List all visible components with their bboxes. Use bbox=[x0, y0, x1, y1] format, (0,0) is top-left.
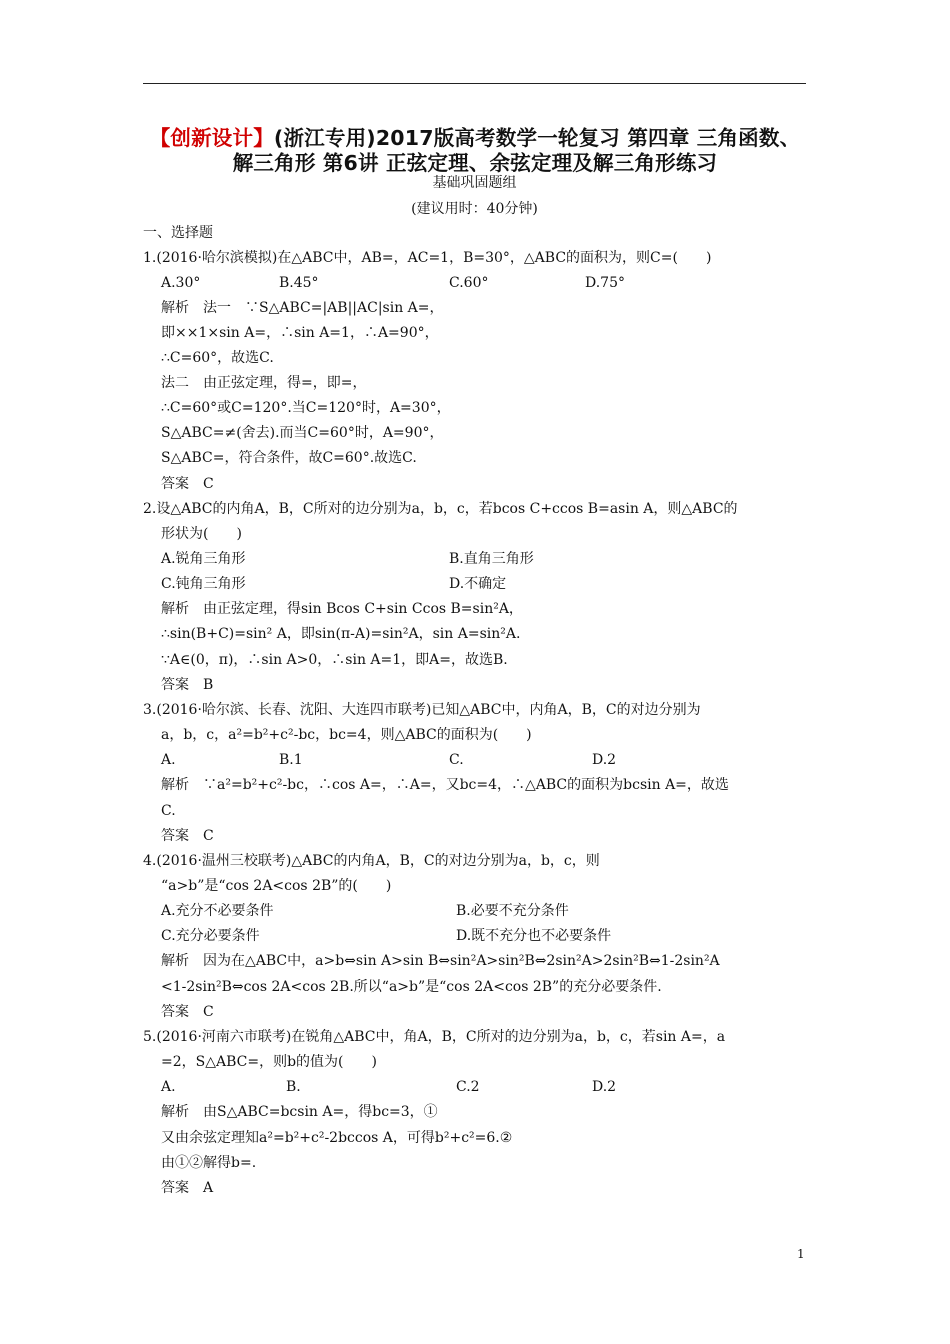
q2-option-d: D.不确定 bbox=[449, 576, 507, 592]
q4-option-b: B.必要不充分条件 bbox=[456, 903, 569, 919]
q1-option-b: B.45° bbox=[279, 275, 319, 291]
section-heading: 一、选择题 bbox=[143, 225, 213, 241]
q4-stem: 4.(2016·温州三校联考)△ABC的内角A，B，C的对边分别为a，b，c，则 bbox=[143, 853, 600, 869]
q1-option-c: C.60° bbox=[449, 275, 489, 291]
q3-stem-cont: a，b，c，a²=b²+c²-bc，bc=4，则△ABC的面积为( ) bbox=[161, 727, 532, 743]
q4-option-c: C.充分必要条件 bbox=[161, 928, 260, 944]
q1-solution-line: 解析 法一 ∵S△ABC=|AB||AC|sin A=， bbox=[161, 300, 444, 316]
q1-solution-line: ∴C=60°或C=120°.当C=120°时，A=30°， bbox=[161, 400, 451, 416]
q2-solution-line: ∴sin(B+C)=sin² A，即sin(π-A)=sin²A，sin A=sin²A. bbox=[161, 626, 521, 642]
q1-solution-line: S△ABC=，符合条件，故C=60°.故选C. bbox=[161, 450, 417, 466]
q3-stem: 3.(2016·哈尔滨、长春、沈阳、大连四市联考)已知△ABC中，内角A，B，C的对边分别为 bbox=[143, 702, 701, 718]
q2-solution-line: ∵A∈(0，π)，∴sin A>0，∴sin A=1，即A=，故选B. bbox=[161, 652, 508, 668]
q5-stem-cont: =2，S△ABC=，则b的值为( ) bbox=[161, 1054, 377, 1070]
q4-option-a: A.充分不必要条件 bbox=[161, 903, 274, 919]
document-title-line-2: 解三角形 第6讲 正弦定理、余弦定理及解三角形练习 bbox=[232, 151, 718, 175]
q4-solution-line: <1-2sin²B⇔cos 2A<cos 2B.所以“a>b”是“cos 2A<cos 2B”的充分必要条件. bbox=[161, 979, 662, 995]
q5-solution-line: 解析 由S△ABC=bcsin A=，得bc=3，① bbox=[161, 1104, 438, 1120]
q4-solution-line: 解析 因为在△ABC中，a>b⇔sin A>sin B⇔sin²A>sin²B⇔2sin²A>2sin²B⇔1-2sin²A bbox=[161, 953, 720, 969]
q1-solution-line: 即××1×sin A=，∴sin A=1，∴A=90°， bbox=[161, 325, 439, 341]
q3-option-d: D.2 bbox=[592, 752, 617, 768]
q1-answer: 答案 C bbox=[161, 476, 214, 492]
q3-answer: 答案 C bbox=[161, 828, 214, 844]
q4-stem-cont: “a>b”是“cos 2A<cos 2B”的( ) bbox=[161, 878, 392, 894]
q5-option-d: D.2 bbox=[592, 1079, 617, 1095]
q3-option-a: A. bbox=[161, 752, 176, 768]
q2-stem: 2.设△ABC的内角A，B，C所对的边分别为a，b，c，若bcos C+ccos B=asin A，则△ABC的 bbox=[143, 501, 738, 517]
q1-option-d: D.75° bbox=[585, 275, 625, 291]
q1-option-a: A.30° bbox=[161, 275, 201, 291]
q2-option-a: A.锐角三角形 bbox=[161, 551, 246, 567]
page-number: 1 bbox=[797, 1247, 805, 1261]
q2-option-b: B.直角三角形 bbox=[449, 551, 534, 567]
q3-solution-line: C. bbox=[161, 803, 176, 819]
document-title-line-1 bbox=[130, 126, 820, 150]
q1-solution-line: ∴C=60°，故选C. bbox=[161, 350, 274, 366]
q2-answer: 答案 B bbox=[161, 677, 214, 693]
q2-stem-cont: 形状为( ) bbox=[161, 526, 242, 542]
q3-solution-line: 解析 ∵a²=b²+c²-bc，∴cos A=，∴A=，又bc=4，∴△ABC的面积为bcsin A=，故选 bbox=[161, 777, 729, 793]
q2-option-c: C.钝角三角形 bbox=[161, 576, 246, 592]
q5-option-b: B. bbox=[286, 1079, 301, 1095]
q4-answer: 答案 C bbox=[161, 1004, 214, 1020]
q5-solution-line: 又由余弦定理知a²=b²+c²-2bccos A，可得b²+c²=6.② bbox=[161, 1130, 513, 1146]
q2-solution-line: 解析 由正弦定理，得sin Bcos C+sin Ccos B=sin²A， bbox=[161, 601, 523, 617]
q1-stem: 1.(2016·哈尔滨模拟)在△ABC中，AB=，AC=1，B=30°，△ABC的面积为，则C=( ) bbox=[143, 250, 712, 266]
q5-option-c: C.2 bbox=[456, 1079, 480, 1095]
title-text: (浙江专用)2017版高考数学一轮复习 第四章 三角函数、 bbox=[273, 126, 801, 150]
group-heading: 基础巩固题组 bbox=[432, 175, 517, 191]
q5-stem: 5.(2016·河南六市联考)在锐角△ABC中，角A，B，C所对的边分别为a，b，c，若sin A=，a bbox=[143, 1029, 726, 1045]
header-rule bbox=[143, 83, 806, 84]
q3-option-b: B.1 bbox=[279, 752, 303, 768]
brand-tag: 【创新设计】 bbox=[149, 126, 274, 150]
q1-solution-line: 法二 由正弦定理，得=，即=， bbox=[161, 375, 367, 391]
q3-option-c: C. bbox=[449, 752, 464, 768]
q1-solution-line: S△ABC=≠(舍去).而当C=60°时，A=90°， bbox=[161, 425, 444, 441]
time-hint: (建议用时：40分钟) bbox=[411, 201, 538, 217]
q5-answer: 答案 A bbox=[161, 1180, 214, 1196]
q4-option-d: D.既不充分也不必要条件 bbox=[456, 928, 612, 944]
q5-solution-line: 由①②解得b=. bbox=[161, 1155, 257, 1171]
q5-option-a: A. bbox=[161, 1079, 176, 1095]
